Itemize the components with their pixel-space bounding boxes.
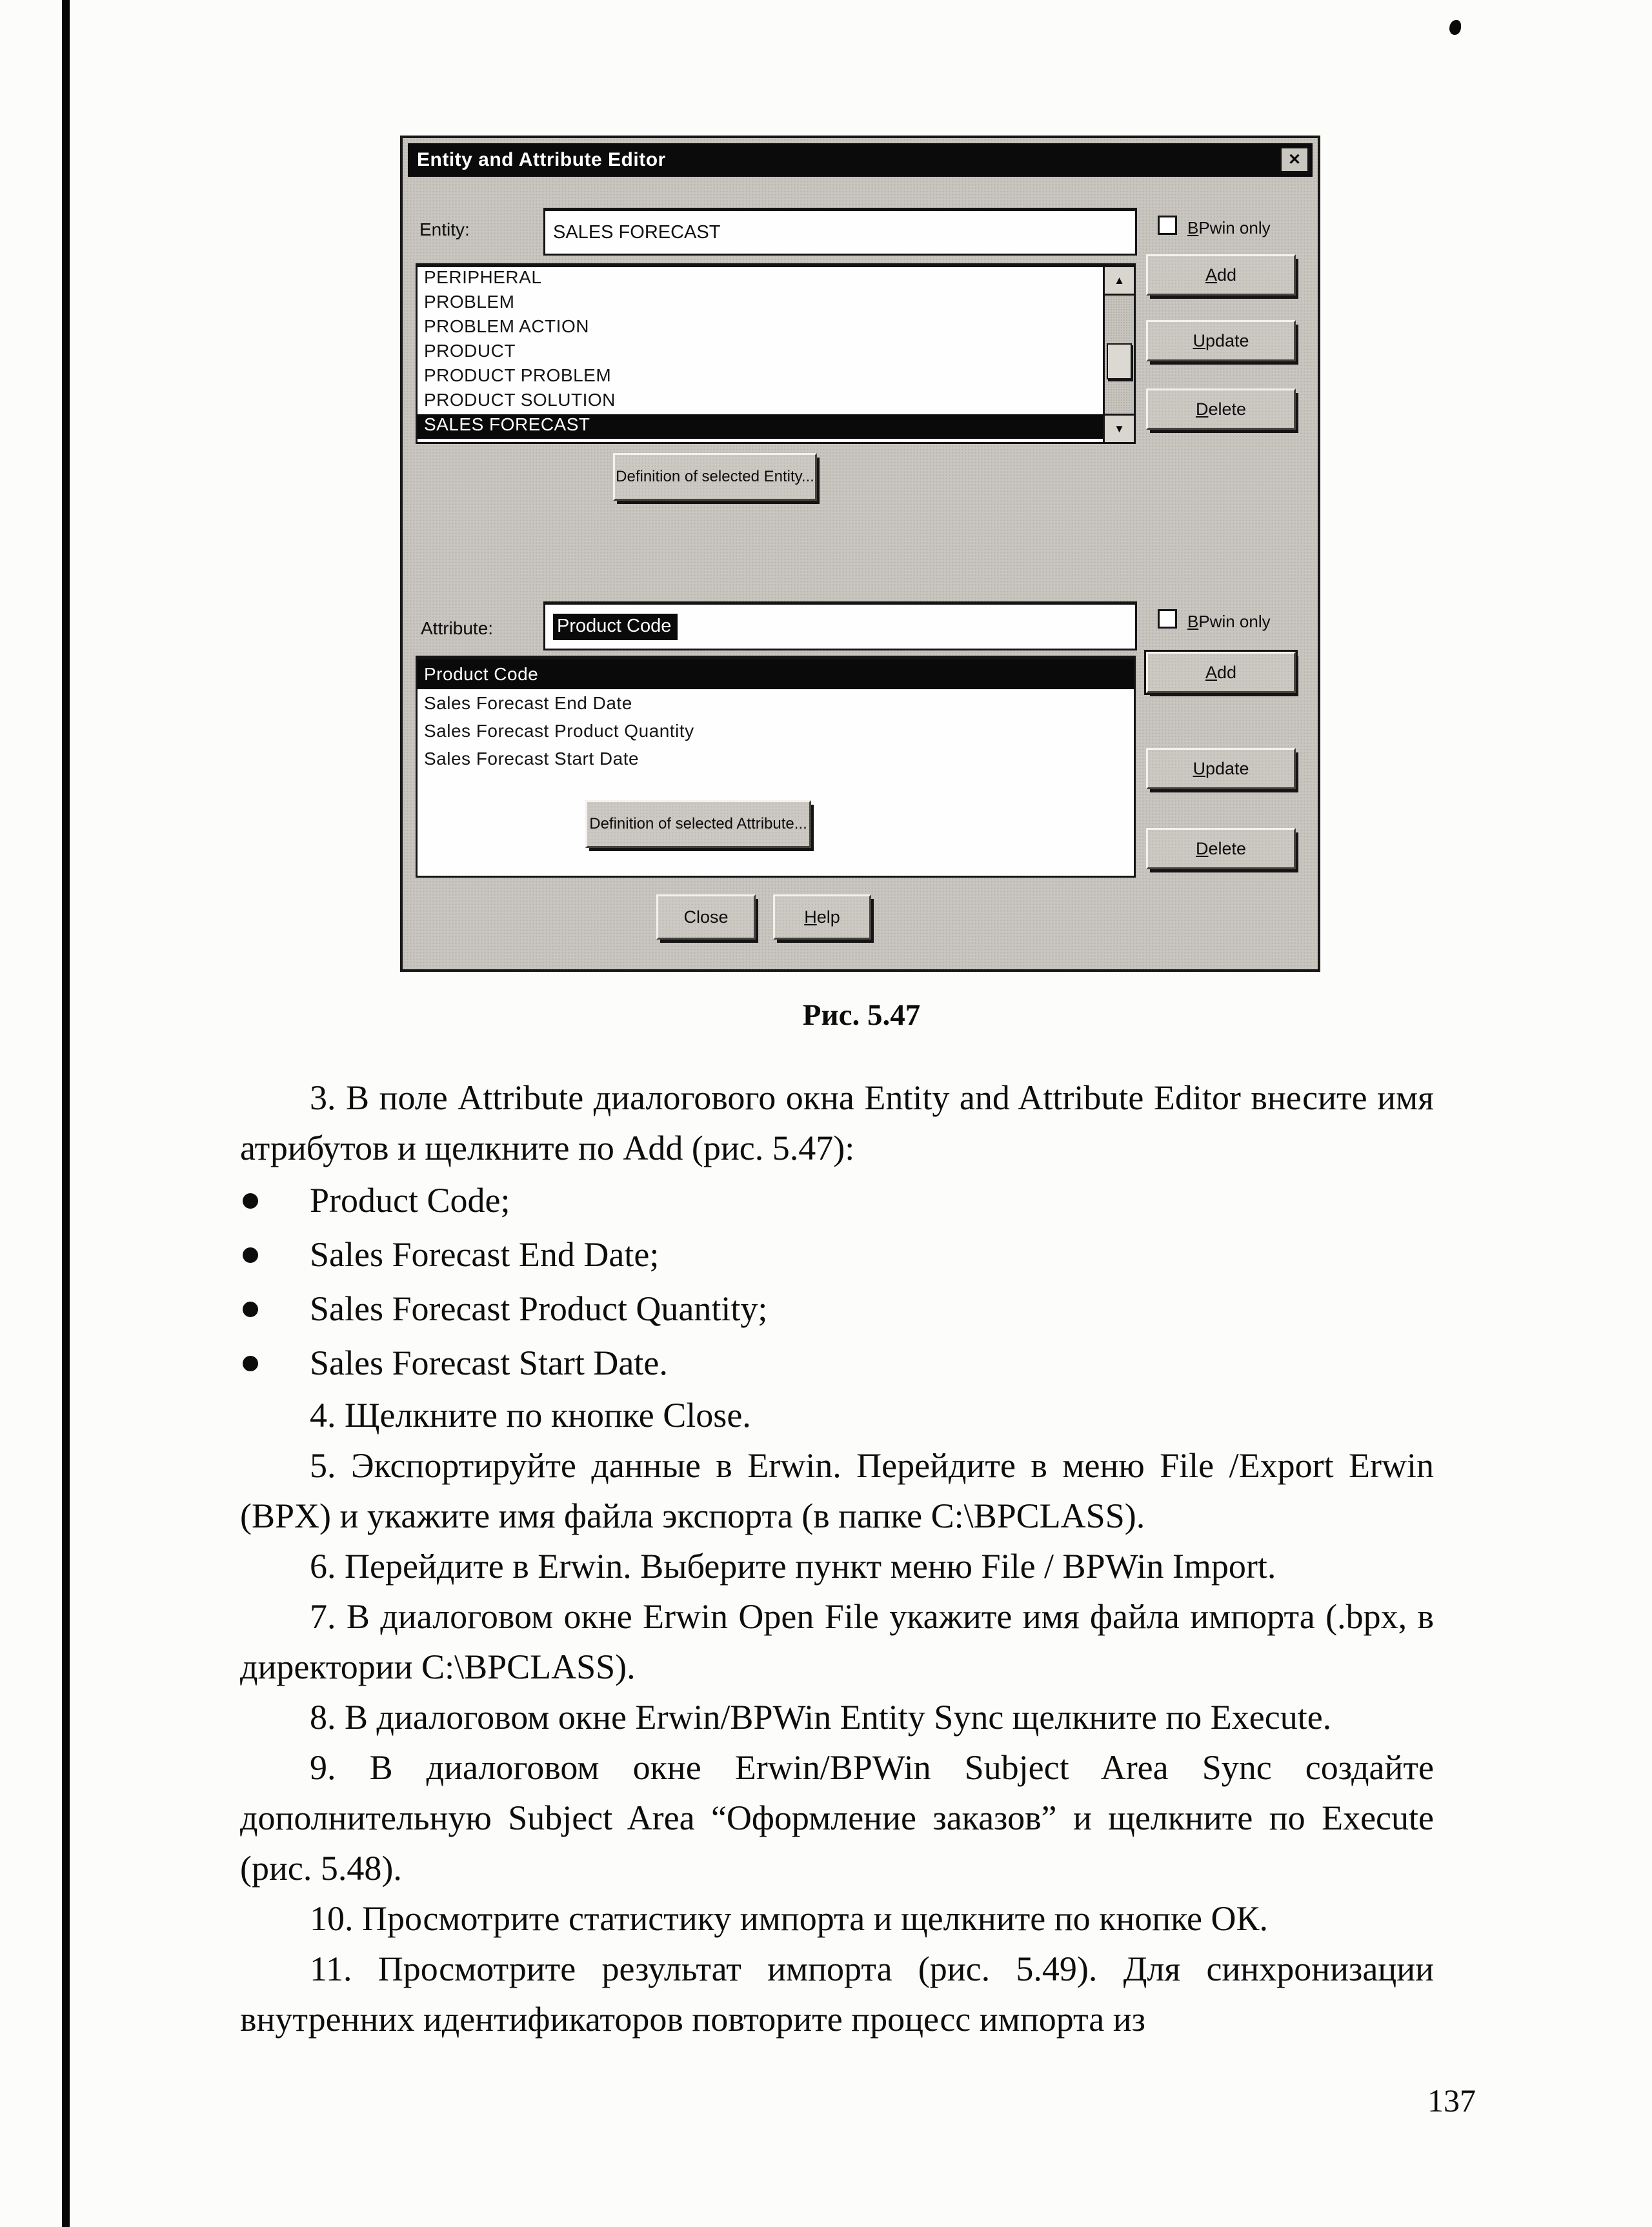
attribute-label: Attribute: [421, 618, 494, 638]
entity-list-item-selected[interactable]: SALES FORECAST [418, 414, 1103, 439]
delete-button-attribute[interactable]: Delete [1146, 828, 1296, 869]
paragraph-6: 6. Перейдите в Erwin. Выберите пункт меню File / BPWin Import. [310, 1547, 1276, 1586]
entity-input-value: SALES FORECAST [553, 221, 721, 243]
bullet-icon [243, 1302, 258, 1317]
dialog-title: Entity and Attribute Editor [417, 149, 666, 170]
paragraph-7: 7. В диалоговом окне Erwin Open File укажите имя файла импорта (.bpx, в директории C:\BPCLASS). [240, 1597, 1434, 1686]
bullet-icon [243, 1356, 258, 1371]
attribute-input[interactable] [543, 601, 1137, 650]
update-button-entity[interactable]: Update [1146, 320, 1296, 361]
title-bar[interactable] [408, 143, 1313, 177]
attribute-list-item-selected[interactable]: Product Code [418, 660, 1134, 689]
bullet-icon [243, 1247, 258, 1263]
bullet-item: Sales Forecast Product Quantity; [240, 1282, 1434, 1336]
entity-and-attribute-editor-dialog [400, 136, 1320, 972]
attribute-list-item[interactable]: Sales Forecast End Date [424, 693, 632, 713]
attribute-input-value-selected: Product Code [553, 614, 678, 640]
help-button[interactable]: Help [773, 894, 871, 940]
entity-input[interactable] [543, 208, 1137, 256]
add-button-entity[interactable]: Add [1146, 254, 1296, 296]
paragraph-3: 3. В поле Attribute диалогового окна Entity and Attribute Editor внесите имя атрибутов и щелкните по Add (рис. 5.47): [240, 1078, 1434, 1167]
bullet-icon [243, 1193, 258, 1209]
paragraph-10: 10. Просмотрите статистику импорта и щелкните по кнопке ОК. [310, 1899, 1268, 1938]
figure-caption: Рис. 5.47 [802, 998, 921, 1032]
attribute-list-item[interactable]: Sales Forecast Start Date [424, 749, 640, 769]
entity-list-scrollbar[interactable] [1103, 267, 1134, 442]
page-number: 137 [1427, 2082, 1476, 2119]
book-binding-line [62, 0, 70, 2227]
entity-list-item[interactable]: PRODUCT PROBLEM [424, 365, 612, 385]
body-text [240, 1073, 1434, 2044]
bullet-item: Product Code; [240, 1173, 1434, 1227]
paragraph-5: 5. Экспортируйте данные в Erwin. Перейдите в меню File /Export Erwin (BPX) и укажите имя файла экспорта (в папке C:\BPCLASS). [240, 1446, 1434, 1535]
scroll-up-icon[interactable]: ▲ [1105, 267, 1134, 296]
attribute-list-item[interactable]: Sales Forecast Product Quantity [424, 721, 694, 741]
definition-of-selected-attribute-button[interactable]: Definition of selected Attribute... [585, 800, 811, 848]
entity-list-item[interactable]: PERIPHERAL [424, 267, 542, 287]
scan-speck [1449, 20, 1461, 35]
paragraph-9: 9. В диалоговом окне Erwin/BPWin Subject Area Sync создайте дополнительную Subject Area “Оформление заказов” и щелкните по Execute (рис. 5.48). [240, 1748, 1434, 1888]
bpwin-only-checkbox-entity[interactable] [1158, 216, 1177, 235]
delete-button-entity[interactable]: Delete [1146, 388, 1296, 430]
entity-list-item[interactable]: PROBLEM [424, 292, 515, 312]
paragraph-4: 4. Щелкните по кнопке Close. [310, 1396, 751, 1435]
paragraph-8: 8. В диалоговом окне Erwin/BPWin Entity Sync щелкните по Execute. [310, 1698, 1332, 1737]
entity-list-item[interactable]: PRODUCT [424, 341, 516, 361]
bpwin-only-checkbox-attribute[interactable] [1158, 609, 1177, 629]
bpwin-only-label-attribute: BPwin only [1187, 612, 1271, 631]
entity-listbox[interactable] [416, 263, 1136, 444]
bpwin-only-label-entity: BPwin only [1187, 218, 1271, 237]
entity-label: Entity: [419, 219, 470, 239]
entity-list-item[interactable]: PROBLEM ACTION [424, 316, 589, 336]
bullet-item: Sales Forecast End Date; [240, 1227, 1434, 1282]
bullet-item: Sales Forecast Start Date. [240, 1336, 1434, 1390]
definition-of-selected-entity-button[interactable]: Definition of selected Entity... [613, 453, 817, 501]
close-icon[interactable]: ✕ [1280, 147, 1309, 172]
entity-list-item[interactable]: PRODUCT SOLUTION [424, 390, 616, 410]
update-button-attribute[interactable]: Update [1146, 748, 1296, 789]
close-button[interactable]: Close [656, 894, 756, 940]
paragraph-11: 11. Просмотрите результат импорта (рис. 5.49). Для синхронизации внутренних идентификаторов повторите процесс импорта из [240, 1950, 1434, 2039]
scrollbar-thumb[interactable] [1107, 343, 1132, 379]
add-button-attribute[interactable]: Add [1146, 652, 1296, 693]
scroll-down-icon[interactable]: ▼ [1105, 414, 1134, 442]
